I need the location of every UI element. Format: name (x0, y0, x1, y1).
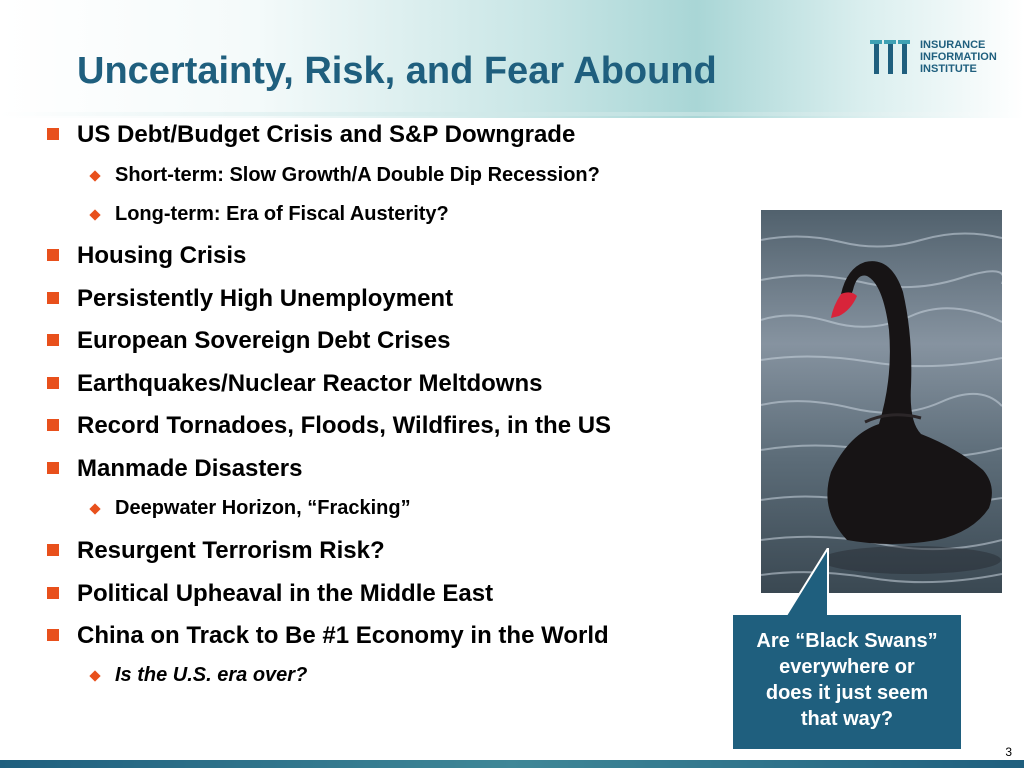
sub-bullet-item: Deepwater Horizon, “Fracking” (115, 497, 411, 519)
bullet-item: US Debt/Budget Crisis and S&P Downgrade (77, 121, 576, 148)
bullet-item: Political Upheaval in the Middle East (77, 580, 494, 607)
sub-bullet-marker (89, 670, 100, 681)
bullet-item: Manmade Disasters (77, 455, 303, 482)
bullet-item: Earthquakes/Nuclear Reactor Meltdowns (77, 370, 543, 397)
bullet-item: European Sovereign Debt Crises (77, 327, 451, 354)
bullet-item: Persistently High Unemployment (77, 285, 454, 312)
logo-wordmark (920, 39, 997, 75)
bullet-item: Housing Crisis (77, 242, 247, 269)
sub-bullet-marker (89, 170, 100, 181)
callout-line-2: everywhere or (779, 656, 915, 678)
bullet-marker (47, 249, 59, 261)
bullet-marker (47, 587, 59, 599)
callout-line-3: does it just seem (765, 682, 929, 704)
logo-line-1: INSURANCE (920, 39, 986, 51)
bullet-marker (47, 629, 59, 641)
sub-bullet-item: Short-term: Slow Growth/A Double Dip Recession? (115, 164, 600, 186)
callout-line-1: Are “Black Swans” (756, 630, 938, 652)
sub-bullet-item: Is the U.S. era over? (115, 664, 308, 686)
logo-line-3: INSTITUTE (920, 63, 977, 75)
iii-logo-icon (870, 38, 914, 76)
bullet-marker (47, 334, 59, 346)
page-number: 3 (1005, 745, 1012, 759)
callout-text (732, 628, 962, 732)
sub-bullet-marker (89, 209, 100, 220)
sub-bullet-item: Long-term: Era of Fiscal Austerity? (115, 203, 449, 225)
logo-line-2: INFORMATION (920, 51, 997, 63)
bullet-item: Resurgent Terrorism Risk? (77, 537, 385, 564)
bullet-marker (47, 377, 59, 389)
footer-bar (0, 760, 1024, 768)
bullet-item: Record Tornadoes, Floods, Wildfires, in the US (77, 412, 612, 439)
sub-bullet-marker (89, 503, 100, 514)
iii-logo (870, 38, 1015, 78)
bullet-marker (47, 128, 59, 140)
black-swan-photo (761, 210, 1002, 593)
callout-line-4: that way? (800, 708, 894, 730)
header-divider (0, 112, 1024, 116)
bullet-item: China on Track to Be #1 Economy in the World (77, 622, 609, 649)
bullet-marker (47, 544, 59, 556)
slide-title: Uncertainty, Risk, and Fear Abound (77, 50, 717, 92)
bullet-marker (47, 292, 59, 304)
bullet-marker (47, 419, 59, 431)
bullet-marker (47, 462, 59, 474)
